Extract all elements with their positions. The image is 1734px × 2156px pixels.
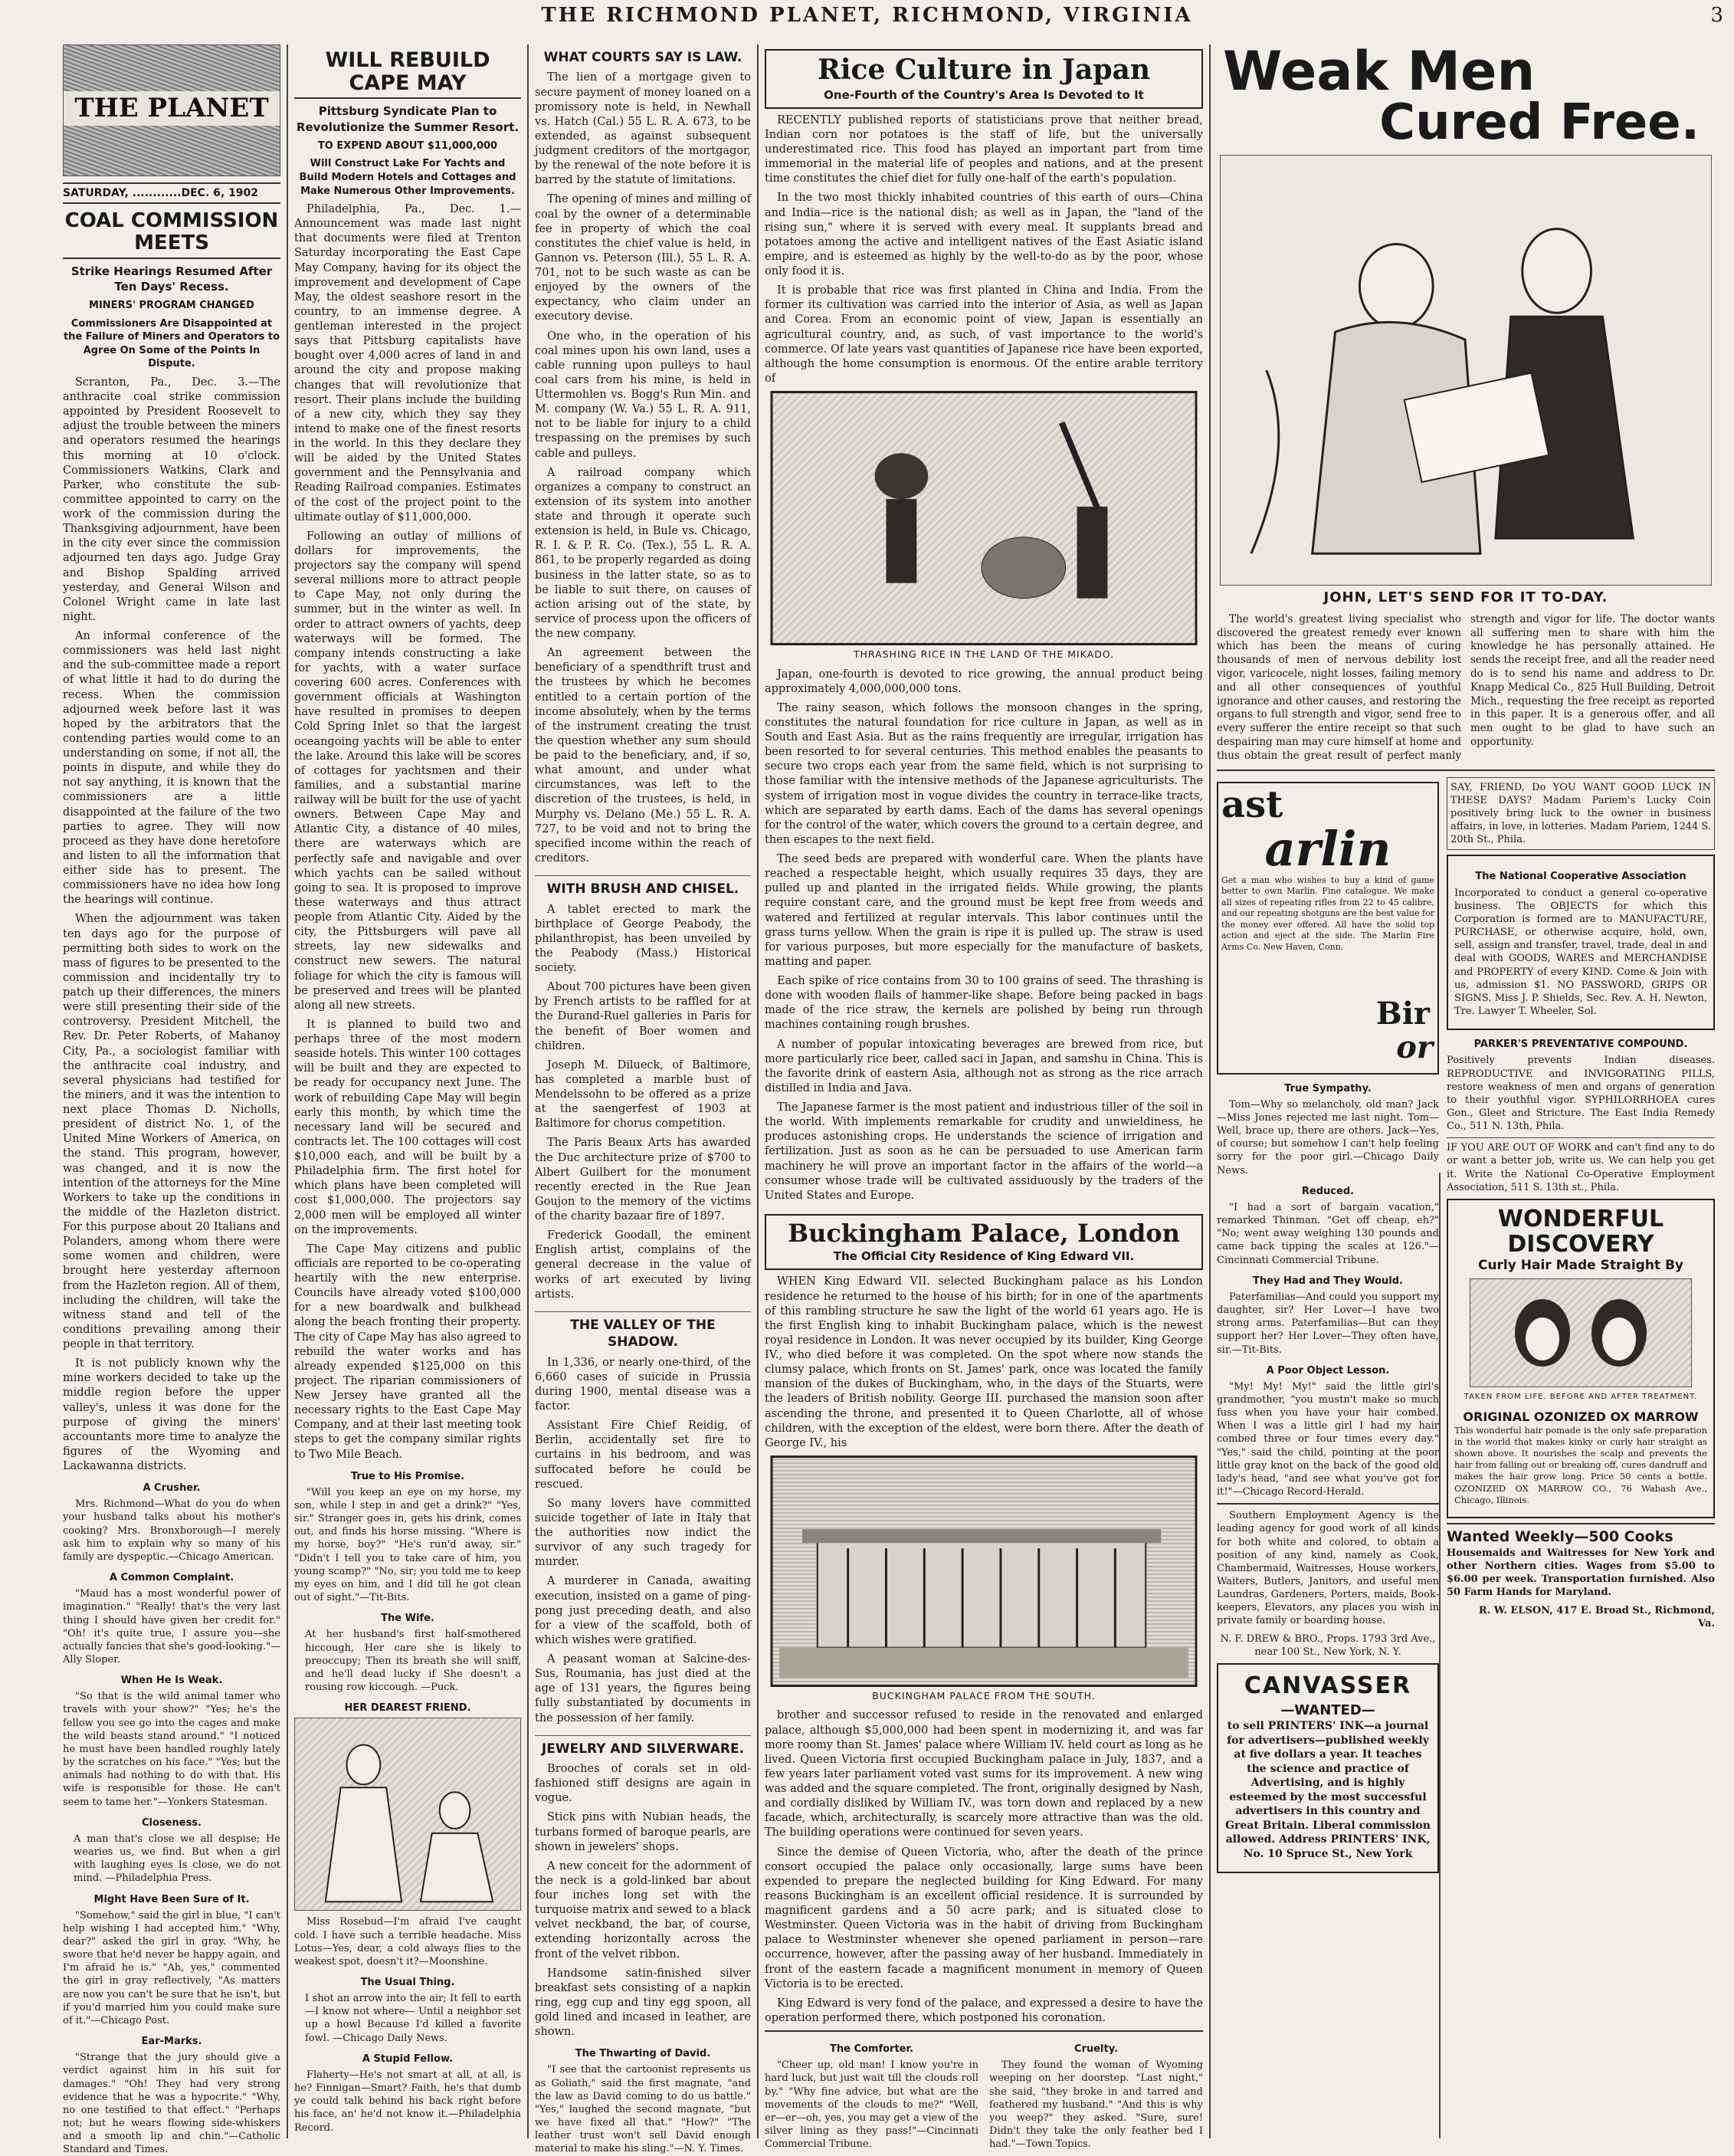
joke-title: A Stupid Fellow. <box>362 2053 454 2065</box>
article-paragraph: Assistant Fire Chief Reidig, of Berlin, accidentally set fire to curtains in his bedroom, and was suffocated before he could be rescued. <box>535 1419 751 1491</box>
rice-workers-icon <box>772 392 1196 645</box>
cartoon-title: HER DEAREST FRIEND. <box>344 1702 471 1715</box>
headline-coal: COAL COMMISSION MEETS <box>63 210 280 258</box>
cartoon-text: Miss Rosebud—I'm afraid I've caught cold. I have such a terrible headache. Miss Lotus—Yes, dear, a cold always flies to the weakest spot, doesn't it?—Moonshine. <box>294 1916 521 1967</box>
joke-title: Reduced. <box>1301 1185 1355 1197</box>
article-paragraph: Since the demise of Queen Victoria, who, after the death of the prince consort occupied the palace only occasionally, large sums have been expended to prepare the neglected building for King Edward. For many reasons Buckingham is an excellent official residence. It is surrounded by magnificent gardens and a 50 acre park; and is situated close to Westminster. Queen Victoria was in the habit of driving from Buckingham palace to Westminster whenever she opened parliament in person—rare occurrence, however, after the passing away of her husband. Immediately in front of the eastern facade a magnificent monument in memory of Queen Victoria is to be erected. <box>765 1846 1203 1990</box>
article-paragraph: A railroad company which organizes a company to construct an extension of its system into another state and through it operate such extension is held, in Bule vs. Chicago, R. I. & P. R. Co. (Tex.), 55 L. R. A. 861, to be properly regarded as doing business in the latter state, so as to be liable to suit there, on causes of action arising out of the state, by service of process upon the officers of the new company. <box>535 466 751 641</box>
article-paragraph: Frederick Goodall, the eminent English artist, complains of the general decrease in the value of works of art executed by living artists. <box>535 1229 751 1301</box>
joke-text: "Will you keep an eye on my horse, my son, while I step in and get a drink?" "Yes, sir." Stranger goes in, gets his drink, comes out, and finds his horse missing. "Where is my horse, boy?" "He's run'd away, sir." "Didn't I tell you to take care of him, you young scamp?" "No, sir; you told me to keep my eyes on him, and I did till he got clean out of sight."—Tit-Bits. <box>294 1486 521 1604</box>
article-paragraph: It is planned to build two and perhaps three of the most modern seaside hotels. This winter 100 cottages will be built and they are expected to be ready for occupancy next June. The work of rebuilding Cape May will begin early this month, by which time the necessary land will be secured and contracts let. The 100 cottages will cost $10,000 each, and will be built by a Philadelphia firm. The first hotel for which plans have been completed will cost $1,000,000. The projectors say 2,000 men will be employed all winter on the improvements. <box>294 1018 521 1236</box>
issue-date: SATURDAY, ............DEC. 6, 1902 <box>63 182 280 204</box>
joke-title: When He Is Weak. <box>120 1675 223 1687</box>
article-paragraph: A number of popular intoxicating beverages are brewed from rice, but more particularly rice beer, called saci in Japan, and samshu in China. This is the favorite drink of eastern Asia, although not as strong as the rice arrach distilled in India and Java. <box>765 1038 1203 1094</box>
article-paragraph: King Edward is very fond of the palace, and expressed a desire to have the operation performed there, which postponed his coronation. <box>765 1997 1203 2024</box>
ad-weak-men-illustration <box>1220 155 1712 586</box>
joke-title: Ear-Marks. <box>141 2036 202 2048</box>
column-rule <box>287 44 288 2138</box>
column-rule <box>757 44 759 2138</box>
joke-text: "Cheer up, old man! I know you're in hard luck, but just wait till the clouds roll by." "Why fine advice, but what are the movements of the clouds to me?" "Well, er—er—oh, yes, you may get a view of the silver lining as they pass!"—Cincinnati Commercial Tribune. <box>765 2059 978 2151</box>
article-paragraph: RECENTLY published reports of statisticians prove that neither bread, Indian corn nor potatoes is the staff of life, but the universally underestimated rice. This food has played an important part from time immemorial in the material life of peoples and nations, and at the present time constitutes the chief diet for fully one-half of the earth's population. <box>765 113 1203 185</box>
poem-text: A man that's close we all despise; He wearies us, we find. But when a girl with laughing eyes Is close, we do not mind. —Philadelphia Press. <box>74 1833 280 1885</box>
page-masthead: THE RICHMOND PLANET, RICHMOND, VIRGINIA <box>541 4 1193 27</box>
article-paragraph: A murderer in Canada, awaiting execution, insisted on a game of ping-pong just preceding death, and also for a view of the scaffold, both of which wishes were gratified. <box>535 1575 751 1646</box>
poem-text: At her husband's first half-smothered hiccough, Her care she is likely to preoccupy; Then its breath she will sniff, and he'll dead lucky if She doesn't a rousing row kiccough. —Puck. <box>305 1629 521 1694</box>
article-paragraph: In the two most thickly inhabited countries of this earth of ours—China and India—rice is the national dish; as well as in Japan, the "land of the rising sun," where it is served with every meal. It supplants bread and potatoes among the active and intelligent natives of the East Asiatic island empire, and is esteemed as highly by the well-to-do as by the poor, whose only food it is. <box>765 192 1203 278</box>
article-paragraph: The Japanese farmer is the most patient and industrious tiller of the soil in the world. With implements remarkable for crudity and unwieldiness, he produces astonishing crops. He understands the science of irrigation and fertilization. Just as soon as he can be persuaded to use American farm machinery he will prove an important factor in the affairs of the world—a consumer whose trade will be cultivated assiduously by the traders of the United States and Europe. <box>765 1101 1203 1202</box>
ad-weak-men-title: Weak Men <box>1223 40 1536 103</box>
article-paragraph: The opening of mines and milling of coal by the owner of a determinable fee in property of which the coal constitutes the chief value is held, in Gannon vs. Peterson (Ill.), 55 L. R. A. 701, not to be such waste as can be enjoyed by the owners of the expectancy, who claim under an executory devise. <box>535 193 751 323</box>
joke-title: The Thwarting of David. <box>575 2048 711 2060</box>
joke-title: A Poor Object Lesson. <box>1266 1364 1390 1377</box>
article-paragraph: It is probable that rice was first planted in China and India. From the former its cultivation was carried into the interior of Asia, as well as Japan and Corea. From an economic point of view, Japan is essentially an agricultural country, and, as such, of vast importance to the world's commerce. Of late years vast quantities of Japanese rice have been exported, although the home consumption is enormous. Of the entire arable territory of <box>765 284 1203 385</box>
ad-marlin-word: or <box>1396 1029 1433 1065</box>
ad-weak-men-title2: Cured Free. <box>1379 94 1700 151</box>
column-courts <box>535 44 751 2155</box>
ad-canvasser-sub: —WANTED— <box>1280 1702 1375 1718</box>
joke-title: True Sympathy. <box>1284 1082 1372 1094</box>
ad-parker-text: Positively prevents Indian diseases. REPRODUCTIVE and INVIGORATING PILLS, restore weakness of men and organs of generation to their youthful vigor. SYPHILORRHOEA cures Gon., Gleet and Stricture. The East India Remedy Co., 511 N. 13th, Phila. <box>1447 1055 1715 1133</box>
article-paragraph: A tablet erected to mark the birthplace of George Peabody, the philanthropist, has been unveiled by the Peabody (Mass.) Historical society. <box>535 903 751 974</box>
joke-title: They Had and They Would. <box>1253 1275 1403 1287</box>
joke-text: Mrs. Richmond—What do you do when your husband talks about his mother's cooking? Mrs. Bronxborough—I merely ask him to explain why so many of his family are dyspeptic.—Chicago American. <box>63 1498 280 1563</box>
deck-coal-3: Commissioners Are Disappointed at the Failure of Miners and Operators to Agree On Some of the Points In Dispute. <box>63 317 280 370</box>
ad-weak-men-caption: JOHN, LET'S SEND FOR IT TO-DAY. <box>1323 589 1608 605</box>
ad-employment-text: Southern Employment Agency is the leading agency for good work of all kinds for both white and colored, to obtain a position of any kind, namely as Cook, Chambermaid, Waitresses, House workers, Waiters, Butlers, Janitors, and useful men Laundras, Gardeners, Porters, maids, Book-keepers, Elevators, any places you wish in private family or boarding house. <box>1217 1503 1439 1627</box>
joke-title: A Crusher. <box>143 1482 201 1495</box>
article-paragraph: An informal conference of the commissioners was held last night and the sub-committee made a report of what little it had to do during the recess. When the commission adjourned week before last it was hoped by the arbitrators that the contending parties would come to an understanding on some, if not all, the points in dispute, and while they do not say anything, it is known that the commissioners are a little disappointed at the failure of the two parties to agree. They will now proceed as they have done heretofore and listen to all the information that either side has to present. The commissioners have no idea how long the hearings will continue. <box>63 630 280 907</box>
ad-employment-sign: N. F. DREW & BRO., Props. 1793 3rd Ave., near 100 St., New York, N. Y. <box>1220 1633 1436 1658</box>
deck-coal-2: MINERS' PROGRAM CHANGED <box>89 300 254 312</box>
rice-caption: THRASHING RICE IN THE LAND OF THE MIKADO. <box>853 648 1115 661</box>
joke-title: True to His Promise. <box>350 1470 465 1482</box>
planet-logo <box>63 44 280 176</box>
article-paragraph: Each spike of rice contains from 30 to 100 grains of seed. The thrashing is done with wooden flails of hammer-like shape. Before being packed in bags made of the rice straw, the kernels are polished by being run through machines containing rough brushes. <box>765 975 1203 1032</box>
ad-cooperative-title: The National Cooperative Association <box>1475 871 1686 883</box>
ad-right-stack <box>1447 777 1715 1878</box>
joke-title: The Wife. <box>381 1613 434 1625</box>
cartoon-illustration <box>294 1718 521 1911</box>
article-paragraph: So many lovers have committed suicide together of late in Italy that the authorities now indict the survivor of any such tragedy for murder. <box>535 1497 751 1569</box>
ad-out-of-work-text: IF YOU ARE OUT OF WORK and can't find any to do or want a better job, write us. We can help you get it. Write the National Co-Operative Employment Association, 511 S. 13th st., Phila. <box>1447 1137 1715 1194</box>
palace-header-box <box>765 1214 1203 1270</box>
headline-courts: WHAT COURTS SAY IS LAW. <box>543 50 742 65</box>
article-paragraph: An agreement between the beneficiary of a spendthrift trust and the trustees by which he becomes entitled to a certain portion of the income absolutely, when by the terms of the instrument creating the trust the question whether any sum should be paid to the beneficiary, and, if so, what amount, and under what circumstances, was left to the discretion of the trustees, is held, in Murphy vs. Delano (Me.) 55 L. R. A. 727, to be void and not to bring the specified income within the reach of creditors. <box>535 647 751 865</box>
ad-canvasser-text: to sell PRINTERS' INK—a journal for advertisers—published weekly at five dollars a year. It teaches the science and practice of Advertising, and is highly esteemed by the most successful advertisers in this country and Great Britain. Liberal commission allowed. Address PRINTERS' INK, No. 10 Spruce St., New York <box>1225 1720 1431 1860</box>
ad-wonderful-caption: TAKEN FROM LIFE. BEFORE AND AFTER TREATMENT. <box>1464 1393 1698 1402</box>
ad-wonderful-text: This wonderful hair pomade is the only safe preparation in the world that makes kinky or curly hair straight as shown above. It nourishes the scalp and prevents the hair from falling out or breaking off, cures dandruff and makes the hair grow long. Price 50 cents a bottle. OZONIZED OX MARROW CO., 76 Wabash Ave., Chicago, Illinois. <box>1454 1424 1707 1505</box>
deck-cape-may-2: TO EXPEND ABOUT $11,000,000 <box>317 139 498 152</box>
article-paragraph: A new conceit for the adornment of the neck is a gold-linked bar about four inches long set with the turquoise matrix and sewed to a black velvet neckband, the bar, of course, extending horizontally across the front of the velvet ribbon. <box>535 1859 751 1961</box>
logo-text: THE PLANET <box>64 91 280 126</box>
rice-header-box <box>765 49 1203 109</box>
couple-reading-icon <box>1221 156 1711 585</box>
article-paragraph: It is not publicly known why the mine workers decided to take up the middle region before the upper valley's, unless it was done for the purpose of giving the miners' accountants more time to analyze the figures of the Wyoming and Lackawanna districts. <box>63 1357 280 1473</box>
ad-marlin-box <box>1217 782 1439 1075</box>
ad-weak-men <box>1217 40 1715 763</box>
column-cape-may <box>294 44 521 2138</box>
ad-marlin-word: Bir <box>1375 995 1430 1032</box>
ad-marlin-word: arlin <box>1264 820 1391 877</box>
page-number: 3 <box>1710 4 1723 27</box>
ad-wanted-text: Housemaids and Waitresses for New York and other Northern cities. Wages from $5.00 to $6.00 per week. Transportation furnished. Also 50 Farm Hands for Maryland. <box>1447 1547 1715 1599</box>
column-rule <box>1209 44 1211 2138</box>
deck-cape-may-1: Pittsburg Syndicate Plan to Revolutionize the Summer Resort. <box>296 104 520 134</box>
article-paragraph: The rainy season, which follows the monsoon changes in the spring, constitutes the natural foundation for rice culture in Japan, as well as in South and East Asia. But as the rains frequently are irregular, irrigation has been resorted to for several centuries. This method enables the peasants to secure two crops each year from the same field, which is not surprising to those familiar with the intensive methods of the Japanese agriculturists. The system of irrigation most in vogue divides the country in terrace-like tracts, which are separated by earth dams. Each of the dams has several openings for the control of the water, which covers the ground to a certain degree, and then escapes to the next field. <box>765 701 1203 846</box>
article-paragraph: Brooches of corals set in old-fashioned stiff designs are again in vogue. <box>535 1763 751 1805</box>
article-paragraph: brother and successor refused to reside in the renovated and enlarged palace, although $5,000,000 had been spent in modernizing it, and was far more roomy than St. James' palace where William IV. held court as long as he lived. Queen Victoria first occupied Buckingham palace in July, 1837, and a few years later parliament voted vast sums for its improvement. A new wing was added and the square completed. The front, originally designed by Nash, and cordially disliked by William IV., was torn down and replaced by a new facade, which, architecturally, is scarcely more attractive than was the old. The building operations were continued for seven years. <box>765 1709 1203 1839</box>
ad-marlin <box>1217 777 1439 1878</box>
joke-title: A Common Complaint. <box>109 1572 234 1584</box>
article-paragraph: Joseph M. Dilueck, of Baltimore, has completed a marble bust of Mendelssohn to be offered as a prize at the saengerfest of 1903 at Baltimore for chorus competition. <box>535 1058 751 1131</box>
article-paragraph: In 1,336, or nearly one-third, of the 6,660 cases of suicide in Prussia during 1900, mental disease was a factor. <box>535 1356 751 1413</box>
joke-cruelty <box>989 2035 1203 2155</box>
ad-lucky-coin-text: SAY, FRIEND, Do YOU WANT GOOD LUCK IN THESE DAYS? Madam Pariem's Lucky Coin positively bring luck to the owner in business affairs, in love, in lotteries. Madam Pariem, 1244 S. 20th St., Phila. <box>1447 777 1715 851</box>
headline-cape-may: WILL REBUILD CAPE MAY <box>294 49 521 99</box>
column-advertisements <box>1217 40 1715 2138</box>
article-paragraph: Scranton, Pa., Dec. 3.—The anthracite coal strike commission appointed by President Roosevelt to adjust the trouble between the miners and operators resumed the hearings this morning at 10 o'clock. Commissioners Watkins, Clark and Parker, who constitute the sub-committee appointed to carry on the work of the commission during the Thanksgiving adjournment, have been in the city ever since the commission adjourned ten days ago. Judge Gray and Bishop Spalding arrived yesterday, and General Wilson and Colonel Wright came in late last night. <box>63 376 280 623</box>
ad-cooperative <box>1447 855 1715 1030</box>
article-paragraph: One who, in the operation of his coal mines upon his own land, uses a cable running upon pulleys to haul coal cars from his mine, is held in Uttermohlen vs. Bogg's Run Min. and M. company (W. Va.) 55 L. R. A. 911, not to be liable for injury to a child trespassing on the premises by such cable and pulleys. <box>535 330 751 460</box>
headline-palace: Buckingham Palace, London <box>788 1218 1180 1248</box>
headline-rice: Rice Culture in Japan <box>817 54 1151 86</box>
joke-text: "I had a sort of bargain vacation," remarked Thinman. "Get off cheap, eh?" "No; went away weighing 130 pounds and came back tipping the scales at 126."—Cincinnati Commercial Tribune. <box>1217 1201 1439 1266</box>
joke-text: "My! My! My!" said the little girl's grandmother, "you mustn't make so much fuss when you have your hair combed. When I was a little girl I had my hair combed three or four times every day." "Yes," said the child, pointing at the poor little gray knot on the back of the good old lady's head, "and see what you've got for it!"—Chicago Record-Herald. <box>1217 1380 1439 1498</box>
joke-title: Cruelty. <box>1074 2043 1118 2056</box>
article-paragraph: Japan, one-fourth is devoted to rice growing, the annual product being approximately 4,000,000,000 tons. <box>765 668 1203 695</box>
headline-brush-chisel: WITH BRUSH AND CHISEL. <box>535 875 751 898</box>
article-paragraph: The seed beds are prepared with wonderful care. When the plants have reached a respectable height, which usually requires 35 days, they are pulled up and planted in the irrigated fields. While growing, the plants require constant care, and the ground must be kept free from weeds and watered and fertilized at regular intervals. This labor continues until the grass turns yellow. When the grain is ripe it is pulled up. The straw is used for various purposes, but more especially for the manufacture of baskets, matting and paper. <box>765 853 1203 968</box>
deck-rice: One-Fourth of the Country's Area Is Devoted to It <box>824 87 1144 102</box>
joke-text: "So that is the wild animal tamer who travels with your show?" "Yes; he's the fellow you see go into the cages and make the wild beasts stand around." "I noticed he must have been handled roughly lately by the scratches on his face." "Yes; but the animals had nothing to do with that. His wife is responsible for those. He can't seem to tame her."—Yonkers Statesman. <box>63 1691 280 1808</box>
joke-text: Tom—Why so melancholy, old man? Jack—Miss Jones rejected me last night. Tom—Well, brace up, there are others. Jack—Yes, of course; but somehow I can't help feeling sorry for the poor girl.—Chicago Daily News. <box>1217 1098 1439 1176</box>
ad-wonderful-title: WONDERFUL DISCOVERY <box>1497 1205 1664 1258</box>
joke-text: Paterfamilias—And could you support my daughter, sir? Her Lover—I have two strong arms. Paterfamilias—But can they support her? Her Lover—They often have, sir.—Tit-Bits. <box>1217 1291 1439 1356</box>
ad-canvasser <box>1217 1663 1439 1873</box>
palace-illustration <box>771 1455 1197 1687</box>
joke-title: Closeness. <box>142 1816 202 1829</box>
article-paragraph: When the adjournment was taken ten days ago for the purpose of permitting both sides to work on the mass of figures to be presented to the commission and incidentally try to patch up their differences, the miners were still presenting their side of the controversy. President Mitchell, the Rev. Dr. Peter Roberts, of Mahanoy City, Pa., a sociologist familiar with the anthracite coal industry, and several physicians had testified for the miners, and it was the intention to next place Thomas D. Nicholls, president of district No. 1, of the United Mine Workers of America, on the stand. This program, however, was changed, and it is now the intention of the attorneys for the Mine Workers to take up the conditions in the middle of the Hazleton district. For this purpose about 20 Italians and Polanders, among whom there were some women and children, were brought here yesterday afternoon from the Hazleton region. All of them, including the children, will take the witness stand and tell of the conditions prevailing among their people in that territory. <box>63 913 280 1351</box>
column-coal-commission <box>63 44 280 2156</box>
ad-wonderful-product: ORIGINAL OZONIZED OX MARROW <box>1463 1409 1699 1424</box>
column-rule <box>527 44 529 2138</box>
article-paragraph: About 700 pictures have been given by French artists to be raffled for at the Durand-Ruel galleries in Paris for the benefit of Boer women and children. <box>535 981 751 1052</box>
ad-cooperative-text: Incorporated to conduct a general co-operative business. The OBJECTS for which this Corporation is formed are to MANUFACTURE, PURCHASE, or otherwise acquire, hold, own, sell, assign and transfer, travel, trade, deal in and deal with GOODS, WARES and MERCHANDISE and PROPERTY of every KIND. Come & Join with us, admission $1. NO PASSWORD, GRIPS OR SIGNS. Miss J. P. Shields, Sec. Rev. A. H. Newton, Tre. Lawyer T. Wheeler, Sol. <box>1454 887 1707 1018</box>
joke-title: The Comforter. <box>829 2043 913 2056</box>
rice-thrashing-illustration <box>771 391 1197 645</box>
palace-caption: BUCKINGHAM PALACE FROM THE SOUTH. <box>872 1689 1096 1702</box>
column-rice-palace <box>765 44 1203 2151</box>
two-women-icon <box>295 1718 520 1910</box>
joke-title: The Usual Thing. <box>360 1976 455 1988</box>
ad-wanted-sign: R. W. ELSON, 417 E. Broad St., Richmond, Va. <box>1478 1604 1715 1629</box>
ad-wonderful-discovery <box>1447 1199 1715 1518</box>
portrait-before-after-icon <box>1470 1279 1691 1386</box>
ad-parker-title: PARKER'S PREVENTATIVE COMPOUND. <box>1473 1039 1688 1051</box>
ad-wanted-title: Wanted Weekly—500 Cooks <box>1447 1528 1673 1545</box>
headline-jewelry: JEWELRY AND SILVERWARE. <box>535 1735 751 1757</box>
article-paragraph: Stick pins with Nubian heads, the turbans formed of baroque pearls, are shown in jewelers' shops. <box>535 1811 751 1853</box>
deck-coal-1: Strike Hearings Resumed After Ten Days' Recess. <box>70 264 273 294</box>
ad-weak-men-text: The world's greatest living specialist who discovered the greatest remedy ever known which has been the means of curing thousands of men of nervous debility lost vigor, varicocele, night losses, failing memory and all other consequences of youthful ignorance and other causes, and restoring the organs to full strength and vigor, send free to every sufferer the entire receipt so that such despairing man may cure himself at home and thus obtain the great result of perfect manly strength and vigor for life. The doctor wants all suffering men to share with him the knowledge he has personally attained. He sends the receipt free, and all the reader need do is to send his name and address to Dr. Knapp Medical Co., 825 Hull Building, Detroit Mich., requesting the free receipt as reported in this paper. It is a generous offer, and all men ought to be glad to have such an opportunity. <box>1217 612 1715 762</box>
ad-marlin-text: Get a man who wishes to buy a kind of game better to own Marlin. Fine catalogue. We make all sizes of repeating rifles from 22 to 45 calibre, and our repeating shotguns are the best value for the money ever offered. All have the solid top action and eject at the side. The Marlin Fire Arms Co. New Haven, Conn. <box>1221 875 1434 952</box>
ad-marlin-word: ast <box>1221 783 1283 826</box>
joke-text: "I see that the cartoonist represents us as Goliath," said the first magnate, "and the law as David coming to do us battle." "Yes," laughed the second magnate, "but we have fixed all that." "How?" "The leather trust won't sell David enough material to make his sling."—N. Y. Times. <box>535 2064 751 2155</box>
joke-text: "Maud has a most wonderful power of imagination." "Really! that's the very last thing I should have given her credit for." "Oh! it's quite true, I assure you—she actually fancies that she's good-looking."—Ally Sloper. <box>63 1588 280 1666</box>
joke-text: They found the woman of Wyoming weeping on her doorstep. "Last night," she said, "they broke in and tarred and feathered my husband." "And this is why you weep?" they asked. "Sure, sure! Didn't they take the only feather bed I had."—Town Topics. <box>989 2059 1203 2151</box>
article-paragraph: Following an outlay of millions of dollars for improvements, the projectors say the company will spend several millions more to attract people to Cape May, not only during the summer, but in the winter as well. In order to attract owners of yachts, deep waterways will be formed. The company intends constructing a lake for yachts, with a water surface covering 600 acres. Conferences with government officials at Washington have resulted in promises to deepen Cold Spring Inlet so that the largest oceangoing yachts will be able to enter the lake. Around this lake will be scores of cottages for yachtsmen and their families, and a substantial marine railway will be built for the use of yacht owners. Between Cape May and Atlantic City, a distance of 40 miles, there are waterways which are perfectly safe and navigable and over which yachts can be sailed without going to sea. It is proposed to improve these waterways and thus attract people from Atlantic City. Aided by the city, the Pittsburgers will pave all streets, lay new sidewalks and construct new sewers. The natural foliage for which the city is famous will be preserved and trees will be planted along all new streets. <box>294 530 521 1012</box>
palace-building-icon <box>772 1456 1196 1686</box>
article-paragraph: WHEN King Edward VII. selected Buckingham palace as his London residence he returned to the house of his birth; for in one of the apartments of this rambling structure he saw the light of the world 61 years ago. He is the first English king to inhabit Buckingham palace, which is the newest royal residence in London. It was never occupied by its builder, King George IV., who died before it was completed. On the spot where now stands the clumsy palace, which fronts on St. James' park, once was located the family mansion of the dukes of Buckingham, who, in the days of the Stuarts, were the leaders of British nobility. George III. purchased the mansion soon after ascending the throne, and presented it to Queen Charlotte, all of whose children, with the exception of the eldest, were born there. After the death of George IV., his <box>765 1275 1203 1449</box>
joke-title: Might Have Been Sure of It. <box>93 1893 250 1905</box>
article-paragraph: The Paris Beaux Arts has awarded the Duc architecture prize of $700 to Albert Guilbert for the monument recently erected in the Rue Jean Goujon to the memory of the victims of the charity bazaar fire of 1897. <box>535 1137 751 1222</box>
ad-wonderful-portraits <box>1470 1278 1692 1387</box>
poem-text: I shot an arrow into the air; It fell to earth—I know not where— Until a neighbor set up a howl Because I'd killed a favorite fowl. —Chicago Daily News. <box>305 1993 521 2044</box>
ad-wanted-weekly <box>1447 1523 1715 1630</box>
joke-text: "Strange that the jury should give a verdict against him in his suit for damages." "Oh! They had very strong evidence that he was a hypocrite." "Why, no one testified to that effect." "Perhaps not; but he wears flowing side-whiskers and a smooth lip and chin."—Catholic Standard and Times. <box>63 2052 280 2156</box>
joke-comforter <box>765 2035 978 2155</box>
article-paragraph: The lien of a mortgage given to secure payment of money loaned on a promissory note is held, in Newhall vs. Hatch (Cal.) 55 L. R. A. 673, to be extended, as against subsequent judgment creditors of the mortgagor, by the renewal of the note before it is barred by the statute of limitations. <box>535 71 751 187</box>
article-paragraph: The Cape May citizens and public officials are reported to be co-operating heartily with the new enterprise. Councils have already voted $100,000 for a new boardwalk and bulkhead along the beach fronting their property. The city of Cape May has also agreed to rebuild the water works and has already expended $125,000 on this project. The riparian commissioners of New Jersey have granted all the necessary rights to the East Cape May Company, and at their last meeting took steps to get the company similar rights to Two Mile Beach. <box>294 1242 521 1461</box>
article-paragraph: Philadelphia, Pa., Dec. 1.—Announcement was made last night that documents were filed at Trenton Saturday incorporating the East Cape May Company, having for its object the improvement and development of Cape May, the oldest seashore resort in the country, to an immense degree. A gentleman interested in the project says that Pittsburg capitalists have bought over 4,000 acres of land in and around the city and propose making changes that will revolutionize that resort. Their plans include the building of a new city, which they say they intend to make one of the finest resorts in the world. In this they declare they will be aided by the United States government and the Pennsylvania and Reading Railroad companies. Estimates of the cost of the project point to the ultimate outlay of $11,000,000. <box>294 203 521 523</box>
deck-palace: The Official City Residence of King Edward VII. <box>833 1249 1135 1264</box>
joke-text: "Somehow," said the girl in blue, "I can't help wishing I had accepted him." "Why, dear?" asked the girl in gray. "Why, he swore that he'd never be happy again, and I'm afraid he is." "Ah, yes," commented the girl in gray reflectively, "As matters are now you can't be sure that he isn't, but if you'd married him you could make sure of it."—Chicago Post. <box>63 1909 280 2026</box>
ad-row-marlin <box>1217 770 1715 1878</box>
article-paragraph: Handsome satin-finished silver breakfast sets consisting of a napkin ring, egg cup and tiny egg spoon, all gold lined and incased in leather, are shown. <box>535 1967 751 2039</box>
ad-wonderful-sub: Curly Hair Made Straight By <box>1477 1257 1684 1273</box>
deck-cape-may-3: Will Construct Lake For Yachts and Build Modern Hotels and Cottages and Make Numerous Other Improvements. <box>299 158 516 197</box>
headline-valley-shadow: THE VALLEY OF THE SHADOW. <box>535 1311 751 1351</box>
footer-jokes <box>765 2030 1203 2155</box>
article-paragraph: A peasant woman at Salcine-des-Sus, Roumania, has just died at the age of 131 years, the figures being fully substantiated by documents in the possession of her family. <box>535 1653 751 1724</box>
joke-text: Flaherty—He's not smart at all, at all, is he? Finnigan—Smart? Faith, he's that dumb ye could talk behind his back right before his face, an' he'd not know it.—Philadelphia Record. <box>294 2069 521 2134</box>
ad-canvasser-title: CANVASSER <box>1244 1672 1412 1699</box>
